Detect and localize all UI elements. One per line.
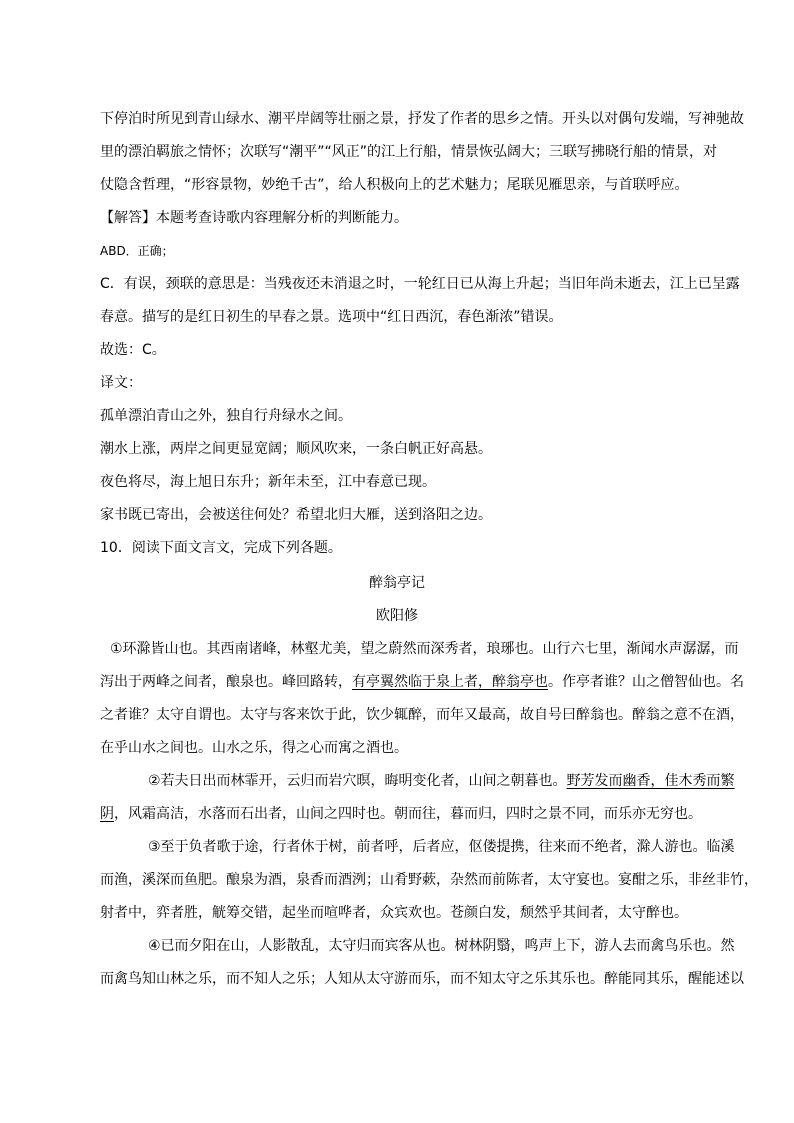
answer-c-line-2: 春意。描写的是红日初生的早春之景。选项中“红日西沉，春色渐浓”错误。 [100, 309, 563, 325]
translation-line: 家书既已寄出，会被送往何处？希望北归大雁，送到洛阳之边。 [100, 507, 492, 523]
analysis-line-3: 仗隐含哲理，“形容景物，妙绝千古”，给人积极向上的艺术魅力；尾联见雁思亲，与首联呼应。 [100, 177, 689, 193]
passage-p3-line-2: 而渔，溪深而鱼肥。酿泉为酒，泉香而酒洌；山肴野蔌，杂然而前陈者，太守宴也。宴酣之乐，非丝非竹， [100, 872, 758, 888]
passage-p1-line-1: ①环滁皆山也。其西南诸峰，林壑尤美，望之蔚然而深秀者，琅琊也。山行六七里，渐闻水声潺潺，而 [110, 641, 739, 657]
answer-heading: 【解答】本题考查诗歌内容理解分析的判断能力。 [100, 210, 408, 226]
underlined-sentence: 阴 [100, 806, 114, 822]
passage-p4-line-1: ④已而夕阳在山，人影散乱，太守归而宾客从也。树林阴翳，鸣声上下，游人去而禽鸟乐也。然 [148, 938, 735, 954]
analysis-line-2: 里的漂泊羁旅之情怀；次联写“潮平”“风正”的江上行船，情景恢弘阔大；三联写拂晓行船的情景，对 [100, 144, 718, 160]
passage-p2-text: ，风霜高洁，水落而石出者，山间之四时也。朝而往，暮而归，四时之景不同，而乐亦无穷也。 [114, 806, 702, 822]
passage-p1-text: 泻出于两峰之间者，酿泉也。峰回路转， [100, 674, 352, 690]
passage-p1-text: 。作亭者谁？山之僧智仙也。名 [548, 674, 744, 690]
passage-p3-line-1: ③至于负者歌于途，行者休于树，前者呼，后者应，伛偻提携，往来而不绝者，滁人游也。临溪 [148, 839, 735, 855]
passage-author: 欧阳修 [376, 608, 418, 624]
question-10-prompt: 10．阅读下面文言文，完成下列各题。 [100, 540, 342, 556]
translation-label: 译文： [100, 375, 142, 391]
passage-p3-line-3: 射者中，弈者胜，觥筹交错，起坐而喧哗者，众宾欢也。苍颜白发，颓然乎其间者，太守醉也。 [100, 905, 688, 921]
underlined-sentence: 有亭翼然临于泉上者，醉翁亭也 [352, 674, 548, 690]
analysis-line-1: 下停泊时所见到青山绿水、潮平岸阔等壮丽之景，抒发了作者的思乡之情。开头以对偶句发端，写神驰故 [100, 111, 744, 127]
answer-abd: ABD．正确； [100, 244, 174, 258]
passage-title: 醉翁亭记 [369, 575, 425, 591]
passage-p1-line-3: 之者谁？太守自谓也。太守与客来饮于此，饮少辄醉，而年又最高，故自号曰醉翁也。醉翁之意不在酒， [100, 707, 744, 723]
translation-line: 孤单漂泊青山之外，独自行舟绿水之间。 [100, 408, 352, 424]
translation-line: 夜色将尽，海上旭日东升；新年未至，江中春意已现。 [100, 474, 436, 490]
underlined-sentence: 野芳发而幽香，佳木秀而繁 [566, 773, 735, 789]
passage-p2-line-2 [100, 804, 720, 824]
passage-p2-line-1 [148, 771, 768, 791]
passage-p4-line-2: 而禽鸟知山林之乐，而不知人之乐；人知从太守游而乐，而不知太守之乐其乐也。醉能同其乐，醒能述以 [100, 971, 744, 987]
passage-p1-line-4: 在乎山水之间也。山水之乐，得之心而寓之酒也。 [100, 740, 408, 756]
passage-p2-text: ②若夫日出而林霏开，云归而岩穴暝，晦明变化者，山间之朝暮也。 [148, 773, 567, 789]
passage-p1-line-2 [100, 672, 744, 692]
translation-line: 潮水上涨，两岸之间更显宽阔；顺风吹来，一条白帆正好高悬。 [100, 441, 492, 457]
answer-choice: 故选：C。 [100, 342, 166, 358]
answer-c-line-1: C．有误，颈联的意思是：当残夜还未消退之时，一轮红日已从海上升起；当旧年尚未逝去，江上已呈露 [100, 276, 740, 292]
